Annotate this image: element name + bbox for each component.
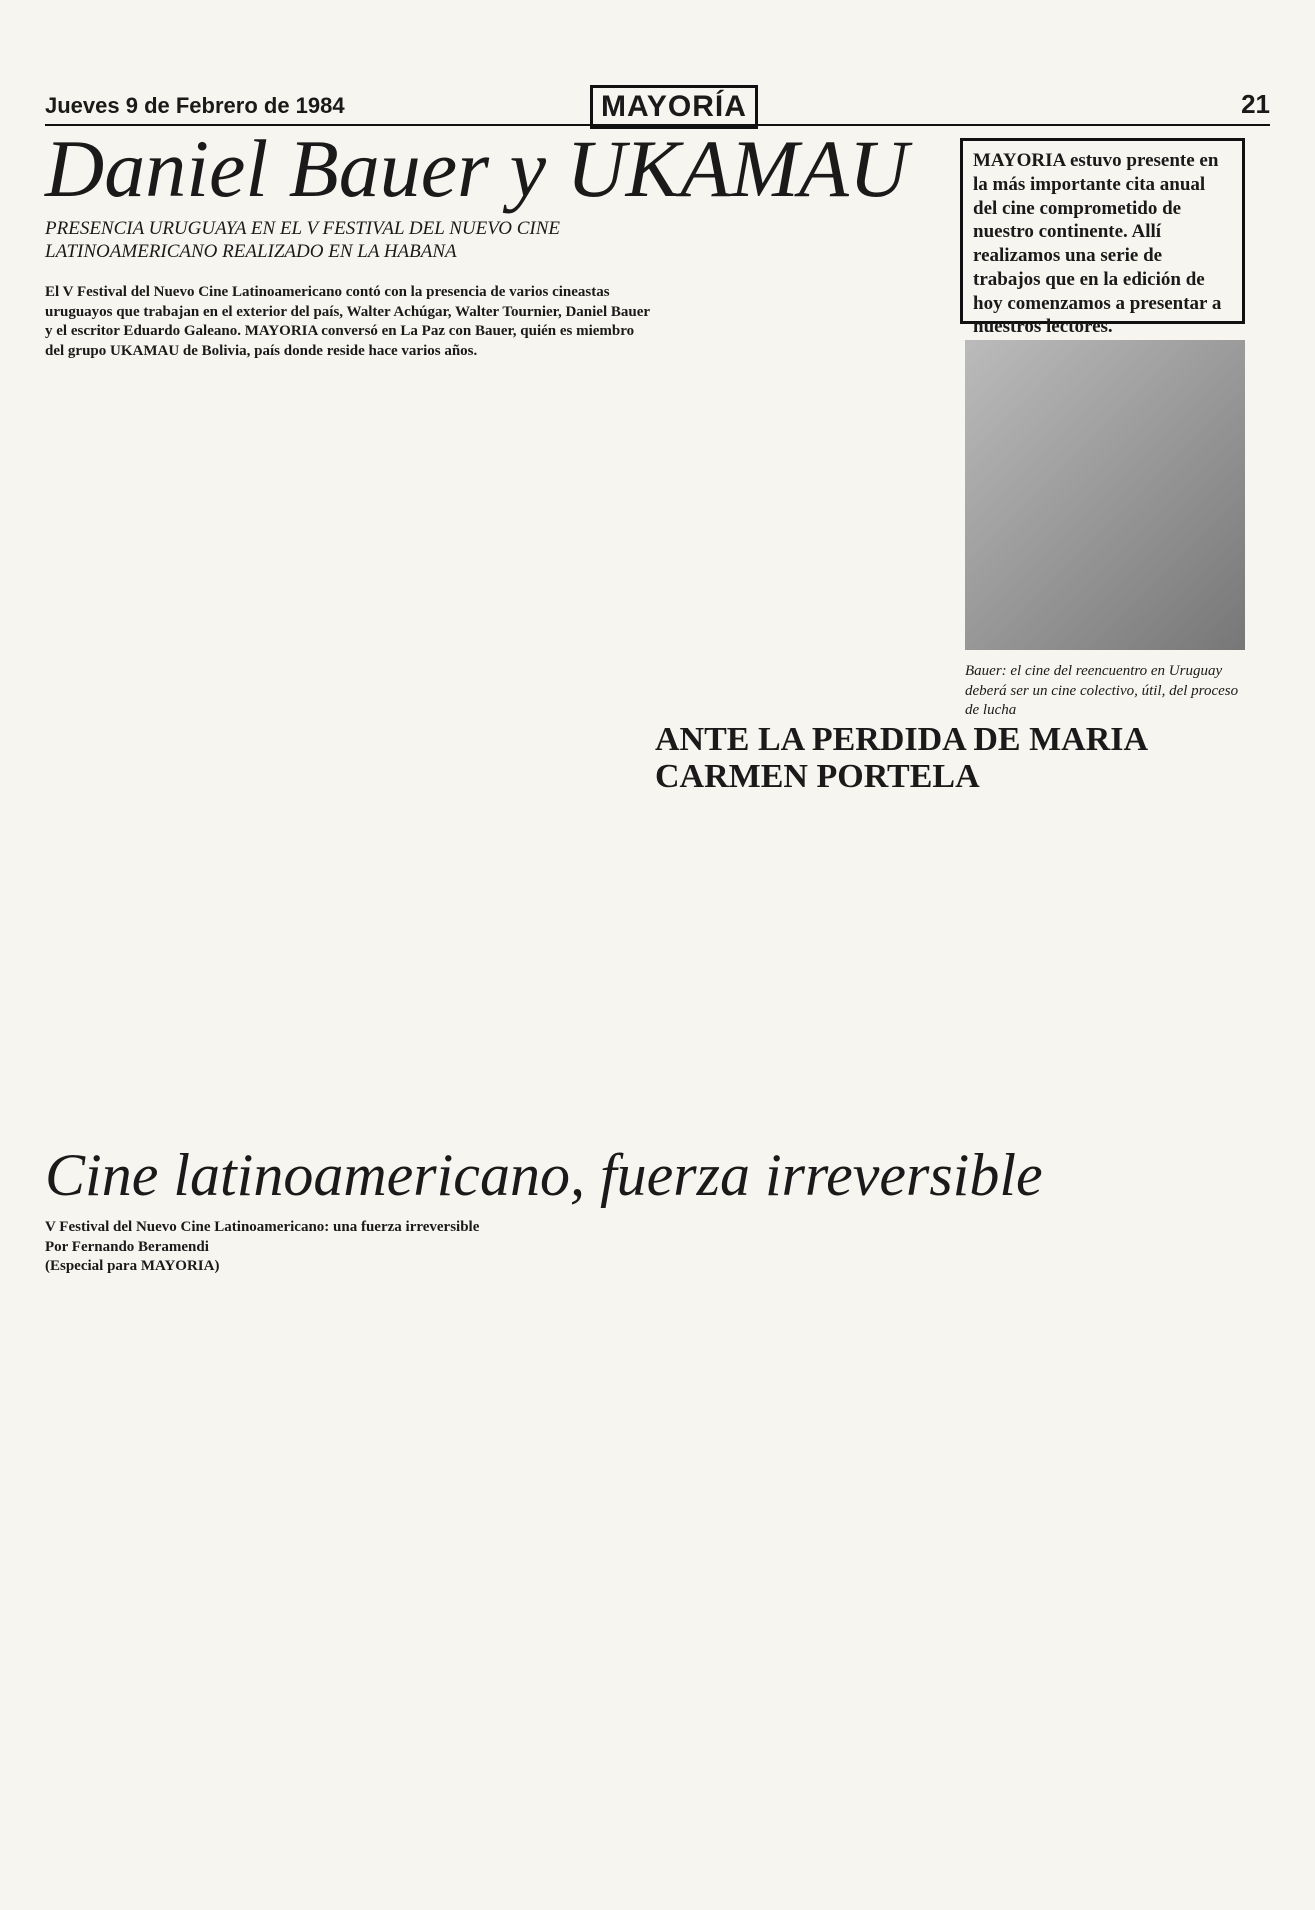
credit: (Especial para MAYORIA) xyxy=(45,1258,220,1274)
masthead xyxy=(45,85,1270,125)
article-lede: El V Festival del Nuevo Cine Latinoamericano contó con la presencia de varios cineastas uruguayos que trabajan en el exterior del país, Walter Achúgar, Walter Tournier, Daniel Bauer y el escritor Eduardo Galeano. MAYORIA conversó en La Paz con Bauer, quién es miembro del grupo UKAMAU de Bolivia, país donde reside hace varios años. xyxy=(45,284,650,359)
issue-date: Jueves 9 de Febrero de 1984 xyxy=(45,93,345,118)
intro-box: MAYORIA estuvo presente en la más importante cita anual del cine comprometido de nuestro continente. Allí realizamos una serie de trabajos que en la edición de hoy comenzamos a presentar a nuestros lectores. xyxy=(960,138,1245,324)
kicker: V Festival del Nuevo Cine Latinoamericano: una fuerza irreversible xyxy=(45,1219,480,1235)
article-subhead: PRESENCIA URUGUAYA EN EL V FESTIVAL DEL NUEVO CINE LATINOAMERICANO REALIZADO EN LA HABANA xyxy=(45,218,561,262)
third-byline xyxy=(45,1218,645,1277)
second-headline: ANTE LA PERDIDA DE MARIA CARMEN PORTELA xyxy=(655,721,1147,795)
page-number: 21 xyxy=(1241,89,1270,119)
portrait-photo xyxy=(965,340,1245,650)
newspaper-logo: MAYORÍA xyxy=(590,85,758,129)
third-headline: Cine latinoamericano, fuerza irreversible xyxy=(45,1142,1043,1208)
photo-caption: Bauer: el cine del reencuentro en Uruguay deberá ser un cine colectivo, útil, del proceso de lucha xyxy=(965,663,1239,718)
article-headline: Daniel Bauer y UKAMAU xyxy=(45,123,909,214)
author: Por Fernando Beramendi xyxy=(45,1238,209,1255)
